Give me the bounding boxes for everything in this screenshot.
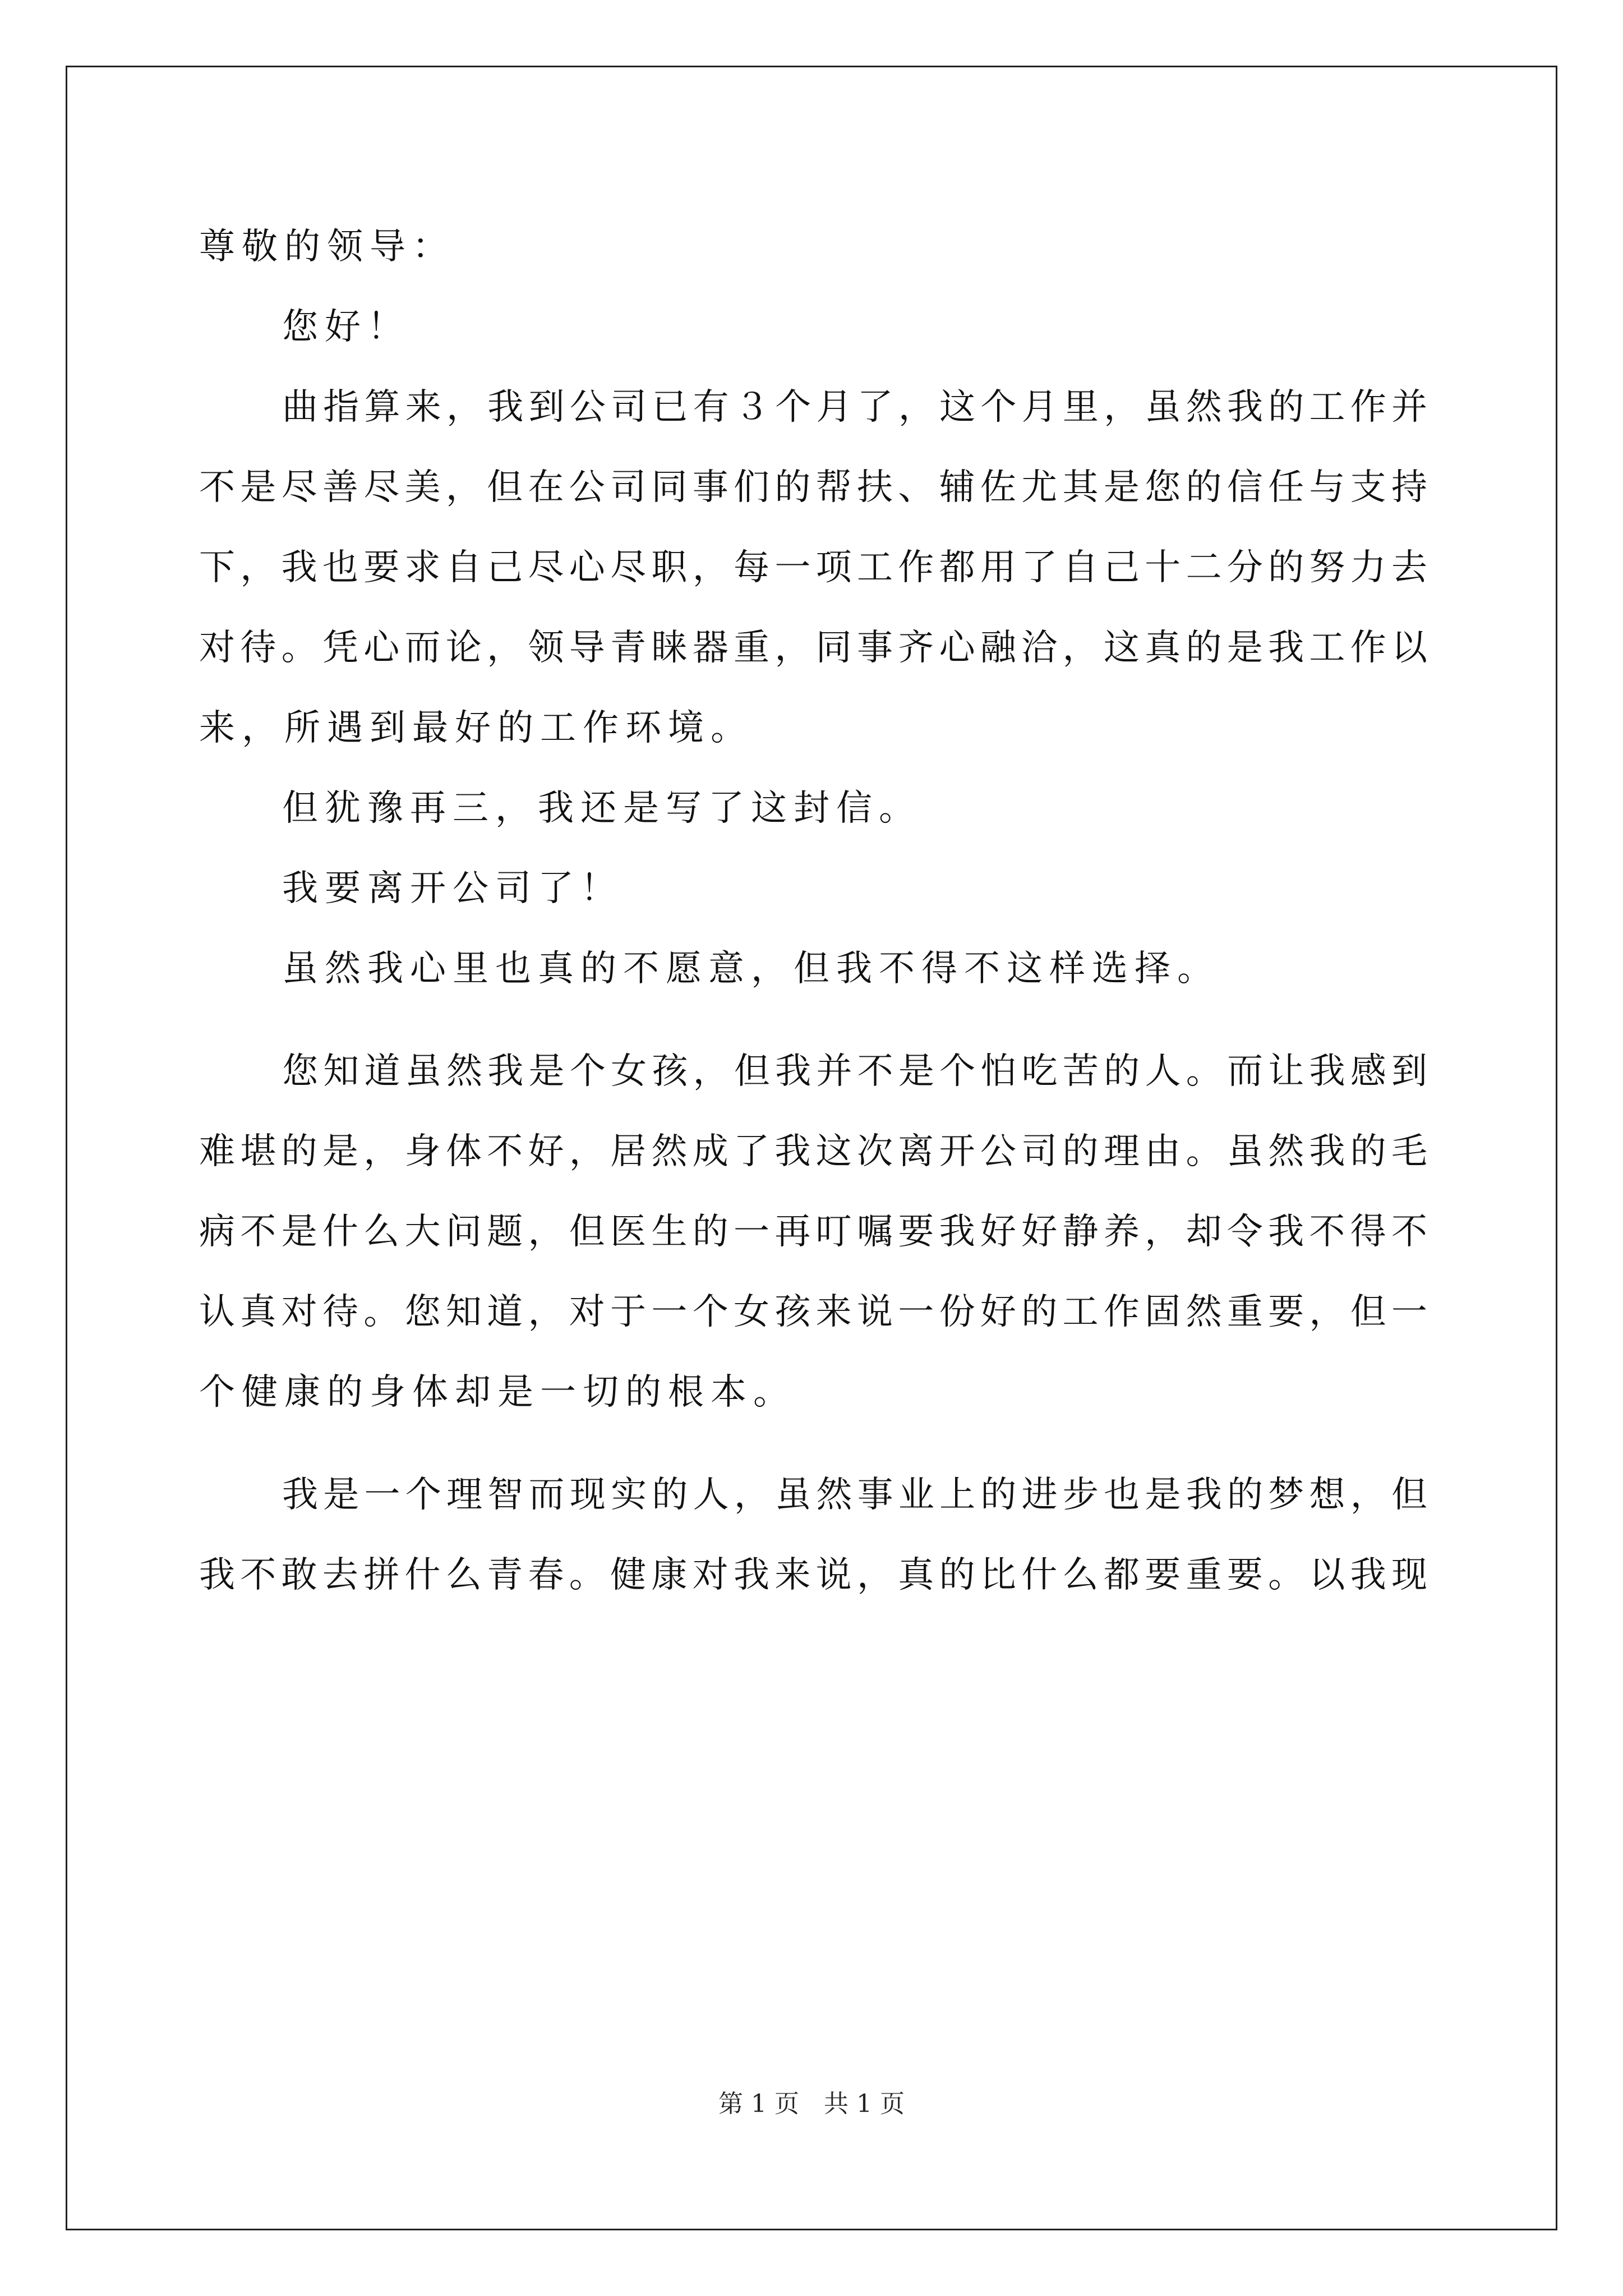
- letter-body: [199, 207, 1427, 1616]
- paragraph-line: 我不敢去拼什么青春。健康对我来说，真的比什么都要重要。以我现: [199, 1554, 1427, 1596]
- paragraph-line: 对待。凭心而论，领导青睐器重，同事齐心融洽，这真的是我工作以: [199, 627, 1427, 669]
- paragraph-line: 曲指算来，我到公司已有３个月了，这个月里，虽然我的工作并: [282, 386, 1427, 428]
- paragraph-line: 个健康的身体却是一切的根本。: [199, 1372, 796, 1413]
- paragraph-line: 难堪的是，身体不好，居然成了我这次离开公司的理由。虽然我的毛: [199, 1131, 1427, 1172]
- paragraph-line: 不是尽善尽美，但在公司同事们的帮扶、辅佐尤其是您的信任与支持: [199, 467, 1427, 508]
- page-number: 第 1 页 共 1 页: [718, 2090, 905, 2118]
- salutation: 尊敬的领导：: [199, 226, 455, 268]
- paragraph-line: 但犹豫再三，我还是写了这封信。: [282, 788, 921, 829]
- paragraph-line: 认真对待。您知道，对于一个女孩来说一份好的工作固然重要，但一: [199, 1291, 1427, 1333]
- paragraph-line: 我是一个理智而现实的人，虽然事业上的进步也是我的梦想，但: [282, 1474, 1427, 1516]
- paragraph-line: 我要离开公司了！: [282, 868, 623, 909]
- paragraph-line: 您知道虽然我是个女孩，但我并不是个怕吃苦的人。而让我感到: [282, 1051, 1427, 1092]
- paragraph-line: 下，我也要求自己尽心尽职，每一项工作都用了自己十二分的努力去: [199, 547, 1427, 588]
- paragraph-line: 来，所遇到最好的工作环境。: [199, 707, 753, 749]
- greeting: 您好！: [282, 306, 410, 348]
- paragraph-line: 病不是什么大问题，但医生的一再叮嘱要我好好静养，却令我不得不: [199, 1211, 1427, 1253]
- paragraph-line: 虽然我心里也真的不愿意，但我不得不这样选择。: [282, 948, 1220, 990]
